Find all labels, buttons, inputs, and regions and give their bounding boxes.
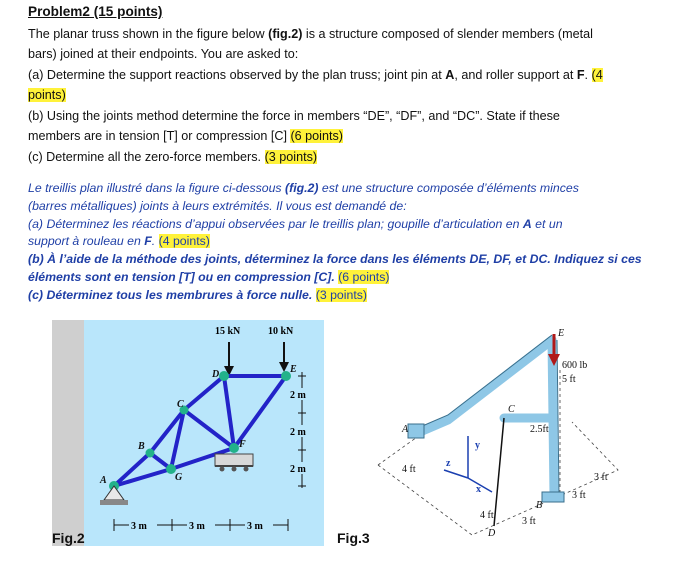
fr-intro-line-1: Le treillis plan illustré dans la figure ci-dessous (fig.2) est une structure composée d’éléments minces bbox=[28, 181, 579, 195]
load-label-15kn: 15 kN bbox=[215, 326, 241, 337]
point-label-c: C bbox=[508, 404, 515, 415]
dim-4ft-a: 4 ft bbox=[402, 464, 416, 475]
dim-5ft: 5 ft bbox=[562, 374, 576, 385]
node-label-f: F bbox=[239, 439, 246, 450]
node-label-d: D bbox=[212, 369, 220, 380]
dim-3ft-c: 3 ft bbox=[594, 472, 608, 483]
en-question-a-points: points) bbox=[28, 88, 66, 102]
fig2-panel bbox=[52, 320, 324, 546]
fig3-label: Fig.3 bbox=[337, 530, 370, 546]
truss-diagram bbox=[52, 320, 324, 546]
load-label-10kn: 10 kN bbox=[268, 326, 294, 337]
node-label-a: A bbox=[100, 475, 107, 486]
axis-label-y: y bbox=[475, 440, 480, 451]
dim-horizontal-1: 3 m bbox=[131, 521, 147, 532]
point-label-a: A bbox=[402, 424, 409, 435]
dim-2-5ft: 2.5ft bbox=[530, 424, 549, 435]
floor-outline bbox=[378, 370, 618, 535]
en-question-c: (c) Determine all the zero-force members. (3 points) bbox=[28, 150, 318, 164]
support-a bbox=[408, 424, 424, 438]
frame-3d-diagram bbox=[372, 320, 622, 546]
support-b bbox=[542, 492, 564, 502]
force-label: 600 lb bbox=[562, 360, 588, 371]
point-label-b: B bbox=[536, 500, 543, 511]
fr-question-c: (c) Déterminez tous les membrures à force nulle. (3 points) bbox=[28, 288, 367, 302]
en-intro-line-2: bars) joined at their endpoints. You are asked to: bbox=[28, 47, 299, 61]
fig3-panel bbox=[372, 320, 622, 546]
dim-4ft-b: 4 ft bbox=[480, 510, 494, 521]
en-intro-line-1: The planar truss shown in the figure below (fig.2) is a structure composed of slender members (metal bbox=[28, 27, 593, 41]
point-label-e: E bbox=[558, 328, 565, 339]
node-label-b: B bbox=[138, 441, 145, 452]
dim-vertical-1: 2 m bbox=[290, 390, 306, 401]
axis-label-x: x bbox=[476, 484, 481, 495]
roller-support-f bbox=[215, 454, 253, 472]
coordinate-axes bbox=[444, 436, 492, 492]
en-question-a: (a) Determine the support reactions observed by the plan truss; joint pin at A, and roller support at F. (4 bbox=[28, 68, 603, 82]
dim-horizontal-3: 3 m bbox=[247, 521, 263, 532]
node-label-g: G bbox=[175, 472, 183, 483]
node-label-c: C bbox=[177, 399, 184, 410]
cable-cd bbox=[494, 418, 504, 526]
node-label-e: E bbox=[290, 364, 297, 375]
dim-vertical-2: 2 m bbox=[290, 427, 306, 438]
en-question-b: (b) Using the joints method determine the force in members “DE”, “DF”, and “DC”. State if these bbox=[28, 109, 560, 123]
points-badge: (4 bbox=[591, 68, 603, 82]
fr-intro-line-2: (barres métalliques) joints à leurs extrémités. Il vous est demandé de: bbox=[28, 199, 407, 213]
axis-label-z: z bbox=[446, 458, 451, 469]
fr-question-a: (a) Déterminez les réactions d’appui observées par le treillis plan; goupille d’articulation en A et un bbox=[28, 217, 563, 231]
dim-3ft-a: 3 ft bbox=[522, 516, 536, 527]
dim-horizontal-2: 3 m bbox=[189, 521, 205, 532]
fr-question-b-cont: éléments sont en tension [T] ou en compression [C]. (6 points) bbox=[28, 270, 390, 284]
point-label-d: D bbox=[488, 528, 496, 539]
problem-title: Problem2 (15 points) bbox=[28, 4, 163, 19]
en-question-b-cont: members are in tension [T] or compression [C] (6 points) bbox=[28, 129, 343, 143]
fig2-label: Fig.2 bbox=[52, 530, 85, 546]
dim-3ft-b: 3 ft bbox=[572, 490, 586, 501]
fr-question-b: (b) À l’aide de la méthode des joints, déterminez la force dans les éléments DE, DF, et DC. Indiquez si ces bbox=[28, 252, 642, 266]
dim-vertical-3: 2 m bbox=[290, 464, 306, 475]
fr-question-a-cont: support à rouleau en F. (4 points) bbox=[28, 234, 210, 248]
